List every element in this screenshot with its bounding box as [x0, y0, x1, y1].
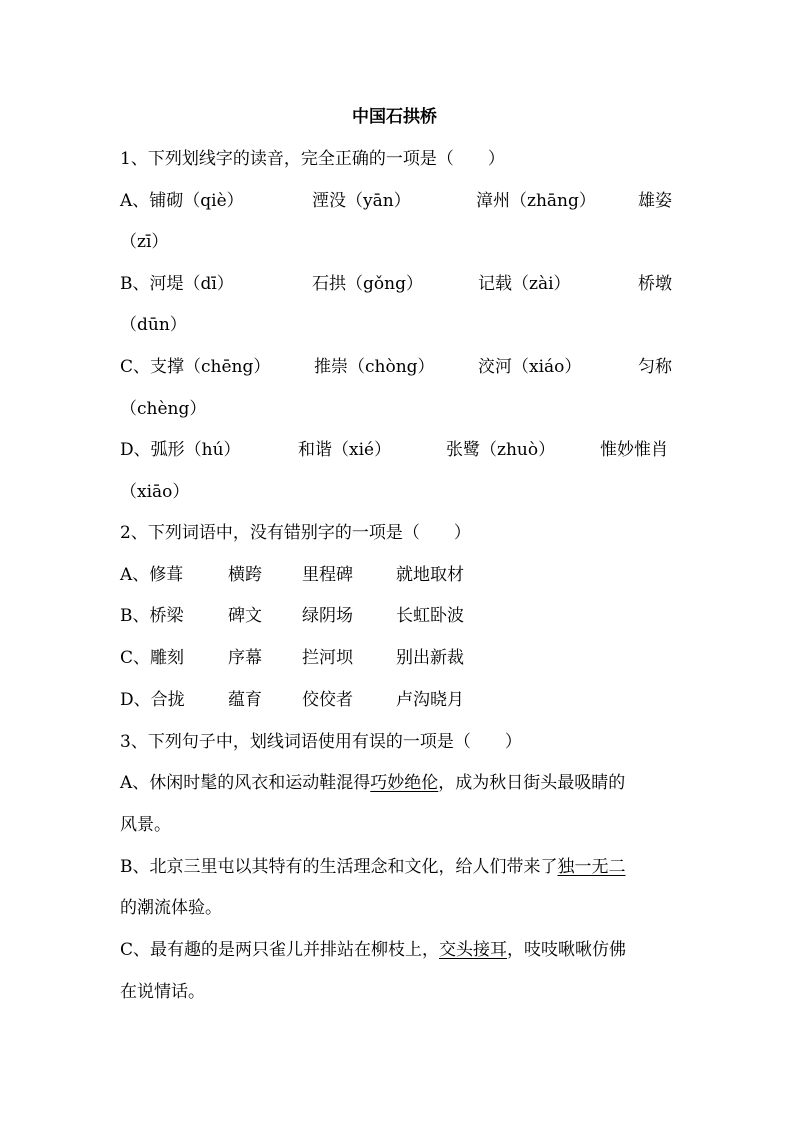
q3-option-b-pre: B、北京三里屯以其特有的生活理念和文化，给人们带来了	[120, 857, 558, 877]
q2-option-d-3: 佼佼者	[302, 690, 353, 710]
q1-option-b-4: 桥墩	[638, 274, 672, 294]
q1-option-c-4: 匀称	[638, 357, 672, 377]
q3-stem: 3、下列句子中，划线词语使用有误的一项是（ ）	[120, 732, 522, 752]
q1-option-a-1: A、铺砌（qiè）	[120, 191, 244, 211]
q1-option-a-2: 湮没（yān）	[312, 191, 411, 211]
q2-stem: 2、下列词语中，没有错别字的一项是（ ）	[120, 523, 471, 543]
q1-option-a-3: 漳州（zhāng）	[476, 191, 596, 211]
q3-option-c-post: ，吱吱啾啾仿佛	[507, 940, 627, 960]
q3-option-a	[120, 771, 625, 795]
q2-option-c-4: 别出新裁	[396, 648, 464, 668]
q1-option-c-3: 洨河（xiáo）	[478, 357, 582, 377]
q2-option-d-1: D、合拢	[120, 690, 185, 710]
q1-option-a-4-pinyin: （zī）	[120, 232, 169, 252]
q3-option-a-post: ，成为秋日街头最吸睛的	[438, 773, 626, 793]
q2-option-a-1: A、修葺	[120, 565, 184, 585]
q3-option-a-underlined: 巧妙绝伦	[370, 773, 439, 793]
q1-option-b-4-pinyin: （dūn）	[120, 315, 187, 335]
q3-option-b-underlined: 独一无二	[557, 857, 626, 877]
q2-option-a-2: 横跨	[228, 565, 262, 585]
q1-option-a-4: 雄姿	[638, 191, 672, 211]
q2-option-a-3: 里程碑	[302, 565, 353, 585]
q3-option-a-line2: 风景。	[120, 815, 171, 835]
q1-stem: 1、下列划线字的读音，完全正确的一项是（ ）	[120, 149, 505, 169]
q3-option-c-pre: C、最有趣的是两只雀儿并排站在柳枝上，	[120, 940, 440, 960]
q3-option-b-line2: 的潮流体验。	[120, 898, 222, 918]
q2-option-b-3: 绿阴场	[302, 606, 353, 626]
q3-option-a-pre: A、休闲时髦的风衣和运动鞋混得	[120, 773, 371, 793]
q2-option-b-4: 长虹卧波	[396, 606, 464, 626]
q3-option-c-underlined: 交头接耳	[439, 940, 508, 960]
q2-option-c-3: 拦河坝	[302, 648, 353, 668]
q1-option-d-2: 和谐（xié）	[298, 440, 392, 460]
q2-option-c-2: 序幕	[228, 648, 262, 668]
q1-option-d-4: 惟妙惟肖	[600, 440, 668, 460]
q2-option-c-1: C、雕刻	[120, 648, 185, 668]
q1-option-d-4-pinyin: （xiāo）	[120, 482, 190, 502]
q2-option-d-2: 蕴育	[228, 690, 262, 710]
q1-option-c-4-pinyin: （chèng）	[120, 399, 207, 419]
q3-option-b	[120, 855, 626, 879]
q2-option-b-2: 碑文	[228, 606, 262, 626]
q1-option-b-3: 记载（zài）	[478, 274, 571, 294]
q3-option-c-line2: 在说情话。	[120, 982, 205, 1002]
q1-option-d-1: D、弧形（hú）	[120, 440, 241, 460]
q1-option-b-2: 石拱（gǒng）	[312, 274, 423, 294]
q2-option-b-1: B、桥梁	[120, 606, 184, 626]
page-title: 中国石拱桥	[352, 107, 437, 127]
q1-option-c-1: C、支撑（chēng）	[120, 357, 271, 377]
q2-option-d-4: 卢沟晓月	[396, 690, 464, 710]
q1-option-d-3: 张鹭（zhuò）	[446, 440, 556, 460]
q1-option-b-1: B、河堤（dī）	[120, 274, 234, 294]
q2-option-a-4: 就地取材	[396, 565, 464, 585]
q3-option-c	[120, 938, 626, 962]
q1-option-c-2: 推崇（chòng）	[314, 357, 435, 377]
